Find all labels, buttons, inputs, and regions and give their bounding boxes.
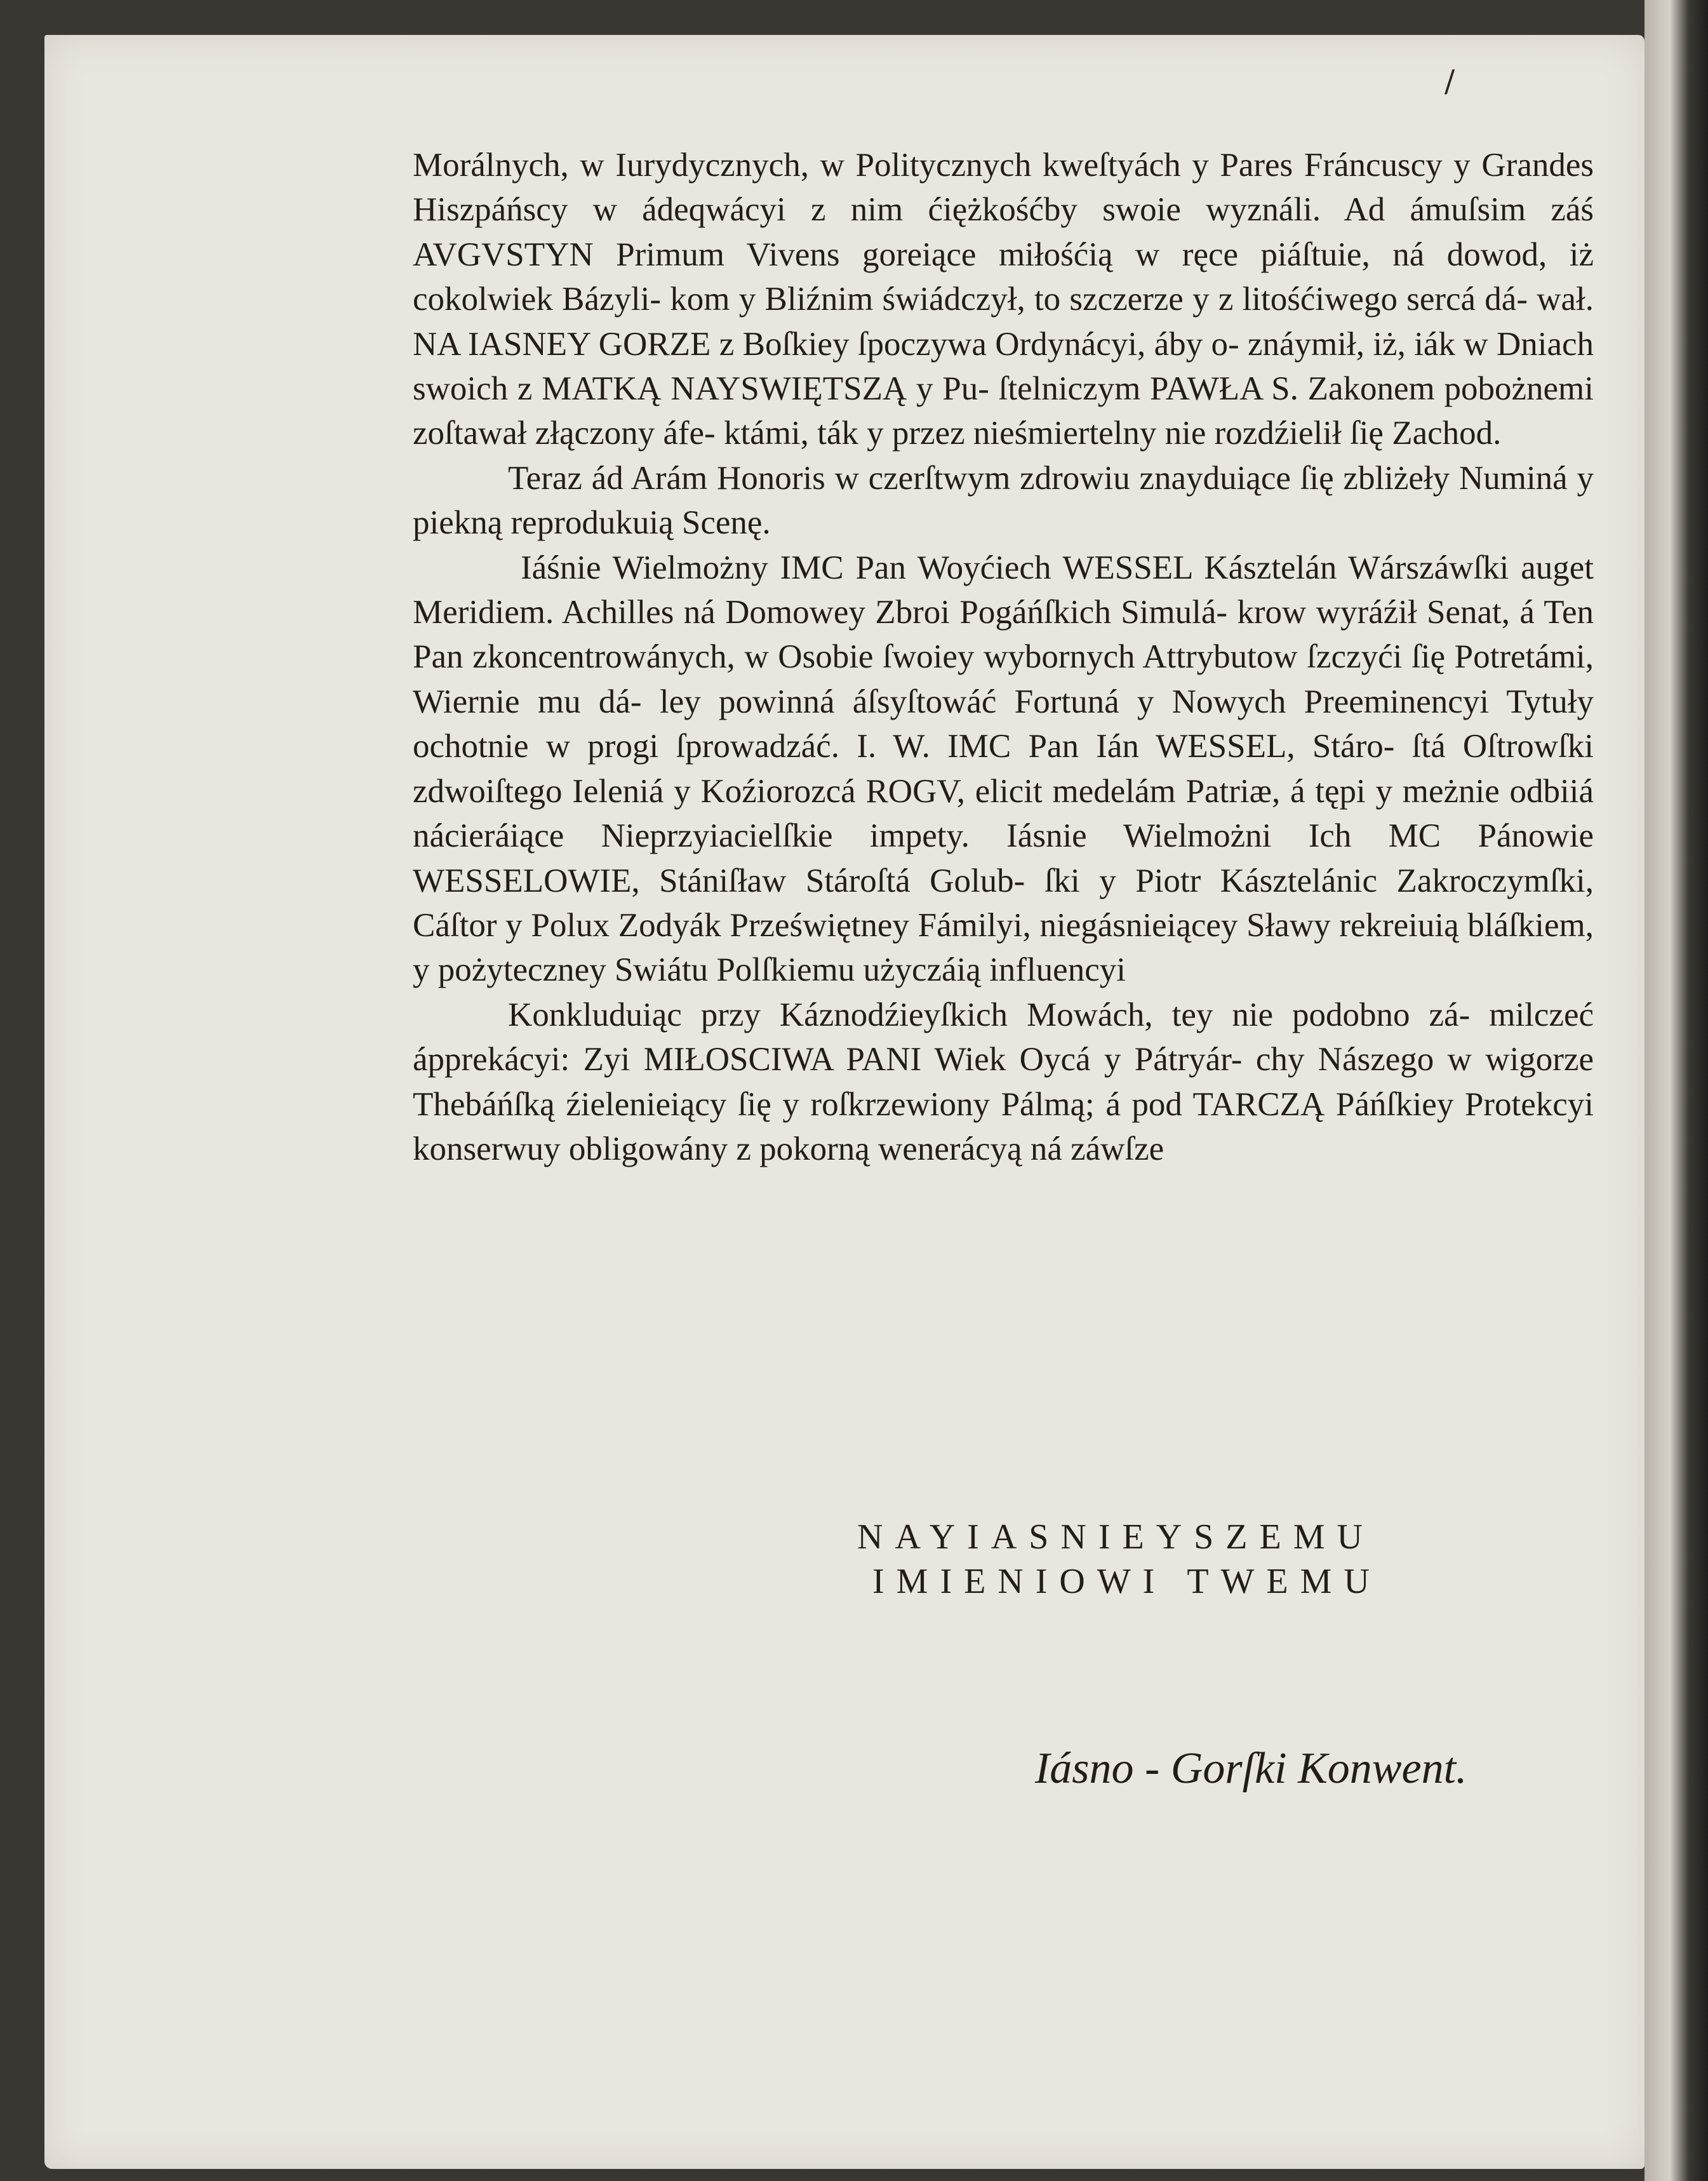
paragraph-1 bbox=[413, 143, 1594, 456]
signature: Iásno - Gorſki Konwent. bbox=[1035, 1744, 1467, 1793]
text-line: ſki y Piotr Kásztelánic Zakroczymſki, Cáſtor y Polux Zodyák Przeświętney bbox=[413, 862, 1594, 944]
text-line: swoie wyználi. Ad ámuſsim záś AVGVSTYN Primum Vivens bbox=[413, 191, 1594, 273]
text-line: kom y Bliźnim świádczył, to szczerze y z litośćiwego sercá dá- bbox=[670, 281, 1528, 318]
text-line: ſtelniczym PAWŁA S. Zakonem pobożnemi zoſtawał złączony áfe- bbox=[413, 370, 1594, 452]
corner-mark: / bbox=[1444, 64, 1455, 99]
heading-line-2: IMIENIOWI TWEMU bbox=[872, 1562, 1382, 1601]
text-line: Morálnych, w Iurydycznych, w Politycznych kweſtyách y Pares bbox=[413, 147, 1293, 184]
text-line: á tępi y meżnie odbiiá nácieráiące Nieprzyiacielſkie impety. bbox=[413, 772, 1594, 855]
text-line: wał. NA IASNEY GORZE z Boſkiey ſpoczywa Ordynácyi, áby o- bbox=[413, 281, 1594, 363]
text-line: Konkluduiąc przy Káznodźieyſkich Mowách, tey nie podobno zá- bbox=[508, 996, 1471, 1033]
text-line: ley powinná áſsyſtowáć Fortuná y Nowych Preeminencyi Tytuły bbox=[659, 683, 1594, 720]
heading-line-1: NAYIASNIEYSZEMU bbox=[857, 1517, 1375, 1557]
paragraph-2 bbox=[413, 456, 1594, 546]
text-line: goreiące miłośćią w ręce piáſtuie, ná dowod, iż cokolwiek Bázyli- bbox=[413, 236, 1594, 318]
text-line: auget Meridiem. Achilles ná Domowey Zbroi Pogáńſkich Simulá- bbox=[413, 549, 1594, 631]
body-text bbox=[413, 143, 1594, 1171]
paragraph-4 bbox=[413, 993, 1594, 1172]
text-line: krow wyráźił Senat, á Ten Pan zkoncentrowánych, w Osobie ſwoiey bbox=[413, 594, 1594, 676]
text-line: milczeć ápprekácyi: Zyi MIŁOSCIWA PANI Wiek Oycá y Pátryár- bbox=[413, 996, 1594, 1078]
text-line: Fámilyi, niegásnieiącey Sławy rekreiuią bláſkiem, y pożyteczney bbox=[413, 906, 1594, 989]
text-line: z pokorną wenerácyą ná záwſze bbox=[736, 1130, 1164, 1167]
text-line: Teraz ád Arám Honoris w czerſtwym zdrowiu znayduiące bbox=[508, 459, 1291, 497]
text-line: Iáśnie Wielmożny IMC Pan Woyćiech WESSEL Kásztelán Wárszáwſki bbox=[521, 549, 1509, 586]
text-line: znáymił, iż, iák w Dniach swoich z MATKĄ NAYSWIĘTSZĄ y Pu- bbox=[413, 325, 1594, 408]
text-line: Swiátu Polſkiemu użyczáią influencyi bbox=[614, 951, 1126, 989]
text-line: chy Nászego w wigorze Thebáńſką źielenieiący ſię y roſkrzewiony bbox=[413, 1041, 1594, 1123]
text-line: ſię zbliżeły Numiná y piekną reprodukuią Scenę. bbox=[413, 459, 1594, 542]
text-line: Fráncuscy y Grandes Hiszpáńscy w ádeqwácyi z nim ćiężkośćby bbox=[413, 147, 1594, 229]
text-line: ochotnie w progi ſprowadzáć. I. W. IMC Pan Ián WESSEL, Stáro- bbox=[413, 728, 1395, 765]
next-page-edge bbox=[1645, 0, 1708, 2181]
paragraph-3 bbox=[413, 546, 1594, 993]
text-line: wybornych Attrybutow ſzczyći ſię Potretámi, Wiernie mu dá- bbox=[413, 638, 1594, 720]
text-line: ſtá Oſtrowſki zdwoiſtego Ieleniá y Koźiorozcá ROGV, elicit medelám Patriæ, bbox=[413, 728, 1594, 810]
dedication-heading bbox=[857, 1515, 1556, 1604]
text-line: ktámi, ták y przez nieśmiertelny nie rozdźielił ſię Zachod. bbox=[723, 415, 1502, 452]
text-line: Pálmą; á pod TARCZĄ Páńſkiey Protekcyi konserwuy obligowány bbox=[413, 1085, 1594, 1167]
text-line: Iásnie Wielmożni Ich MC Pánowie WESSELOWIE, Stániſław Stároſtá Golub- bbox=[413, 817, 1594, 899]
